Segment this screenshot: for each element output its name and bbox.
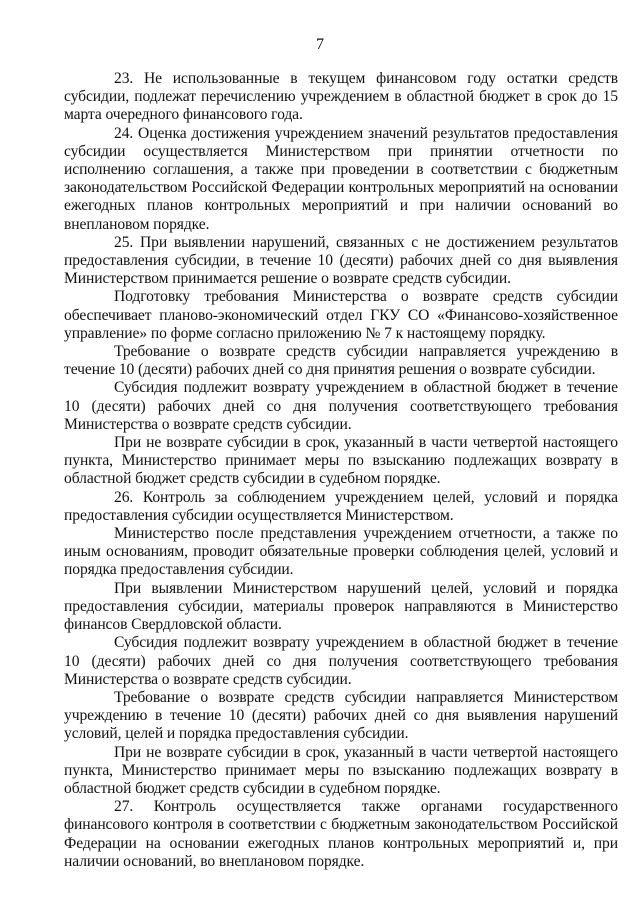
paragraph: Требование о возврате средств субсидии направляется Министерством учреждению в течение 10 (десяти) рабочих дней со дня выявления нарушений условий, целей и порядка предоставления субсидии.: [64, 688, 618, 743]
paragraph: Министерство после представления учреждением отчетности, а также по иным основаниям, проводит обязательные проверки соблюдения целей, условий и порядка предоставления субсидии.: [64, 525, 618, 579]
paragraph: Субсидия подлежит возврату учреждением в областной бюджет в течение 10 (десяти) рабочих дней со дня получения соответствующего требования Министерства о возврате средств субсидии.: [64, 634, 618, 688]
paragraph: Подготовку требования Министерства о возврате средств субсидии обеспечивает планово-экономический отдел ГКУ СО «Финансово-хозяйственное управление» по форме согласно приложению № 7 к настоящему порядку.: [64, 288, 618, 342]
paragraph: При не возврате субсидии в срок, указанный в части четвертой настоящего пункта, Министерство принимает меры по взысканию подлежащих возврату в областной бюджет средств субсидии в судебном порядке.: [64, 434, 618, 488]
document-body: [64, 70, 618, 871]
paragraph: При выявлении Министерством нарушений целей, условий и порядка предоставления субсидии, материалы проверок направляются в Министерство финансов Свердловской области.: [64, 579, 618, 634]
paragraph: Субсидия подлежит возврату учреждением в областной бюджет в течение 10 (десяти) рабочих дней со дня получения соответствующего требования Министерства о возврате средств субсидии.: [64, 379, 618, 433]
page-number: 7: [316, 36, 324, 53]
paragraph-item-25: 25. При выявлении нарушений, связанных с не достижением результатов предоставления субсидии, в течение 10 (десяти) рабочих дней со дня выявления Министерством принимается решение о возврате средств субсидии.: [64, 233, 618, 288]
paragraph-item-23: 23. Не использованные в текущем финансовом году остатки средств субсидии, подлежат перечислению учреждением в областной бюджет в срок до 15 марта очередного финансового года.: [64, 70, 618, 124]
paragraph: При не возврате субсидии в срок, указанный в части четвертой настоящего пункта, Министерство принимает меры по взысканию подлежащих возврату в областной бюджет средств субсидии в судебном порядке.: [64, 743, 618, 797]
paragraph-item-24: 24. Оценка достижения учреждением значений результатов предоставления субсидии осуществляется Министерством при принятии отчетности по исполнению соглашения, а также при проведении в соответствии с бюджетным законодательством Российской Федерации контрольных мероприятий на основании ежегодных планов контрольных мероприятий и при наличии оснований во внеплановом порядке.: [64, 124, 618, 233]
paragraph: Требование о возврате средств субсидии направляется учреждению в течение 10 (десяти) рабочих дней со дня принятия решения о возврате субсидии.: [64, 343, 618, 379]
paragraph-item-26: 26. Контроль за соблюдением учреждением целей, условий и порядка предоставления субсидии осуществляется Министерством.: [64, 488, 618, 524]
paragraph-item-27: 27. Контроль осуществляется также органами государственного финансового контроля в соответствии с бюджетным законодательством Российской Федерации на основании ежегодных планов контрольных мероприятий и, при наличии оснований, во внеплановом порядке.: [64, 798, 618, 870]
